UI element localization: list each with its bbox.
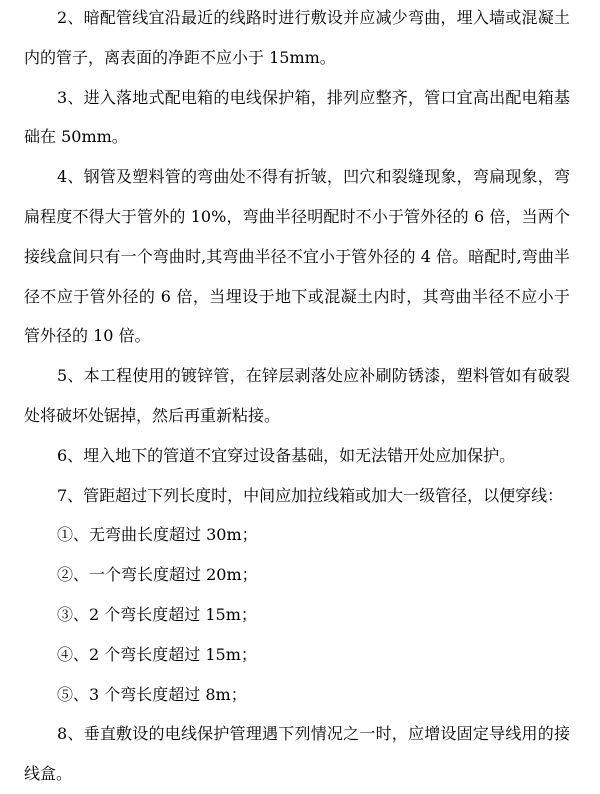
paragraph-item-3: 3、进入落地式配电箱的电线保护箱，排列应整齐，管口宜高出配电箱基础在 50mm。	[24, 87, 570, 147]
sub-item-5: ⑤、3 个弯长度超过 8m；	[57, 684, 247, 704]
document-page	[24, 0, 570, 794]
paragraph-item-4: 4、钢管及塑料管的弯曲处不得有折皱，凹穴和裂缝现象，弯扁现象，弯扁程度不得大于管外的 10%，弯曲半径明配时不小于管外径的 6 倍，当两个接线盒间只有一个弯曲时,其弯曲半径不宜小于管外径的 4 倍。暗配时,弯曲半径不应于管外径的 6 倍，当埋设于地下或混凝土内时，其弯曲半径不应小于管外径的 10 倍。	[24, 167, 570, 346]
paragraph-item-7: 7、管距超过下列长度时，中间应加拉线箱或加大一级管径，以便穿线：	[57, 485, 564, 505]
paragraph-item-6: 6、埋入地下的管道不宜穿过设备基础，如无法错开处应加保护。	[57, 445, 516, 465]
sub-item-2: ②、一个弯长度超过 20m；	[57, 565, 258, 585]
sub-item-4: ④、2 个弯长度超过 15m；	[57, 644, 257, 664]
sub-item-1: ①、无弯曲长度超过 30m；	[57, 525, 258, 545]
paragraph-item-2: 2、暗配管线宜沿最近的线路时进行敷设并应减少弯曲，埋入墙或混凝土内的管子，离表面的净距不应小于 15mm。	[24, 8, 570, 67]
sub-item-3: ③、2 个弯长度超过 15m；	[57, 604, 257, 624]
paragraph-item-8: 8、垂直敷设的电线保护管理遇下列情况之一时，应增设固定导线用的接线盒。	[24, 724, 570, 784]
paragraph-item-5: 5、本工程使用的镀锌管，在锌层剥落处应补刷防锈漆，塑料管如有破裂处将破坏处锯掉，然后再重新粘接。	[24, 366, 570, 425]
